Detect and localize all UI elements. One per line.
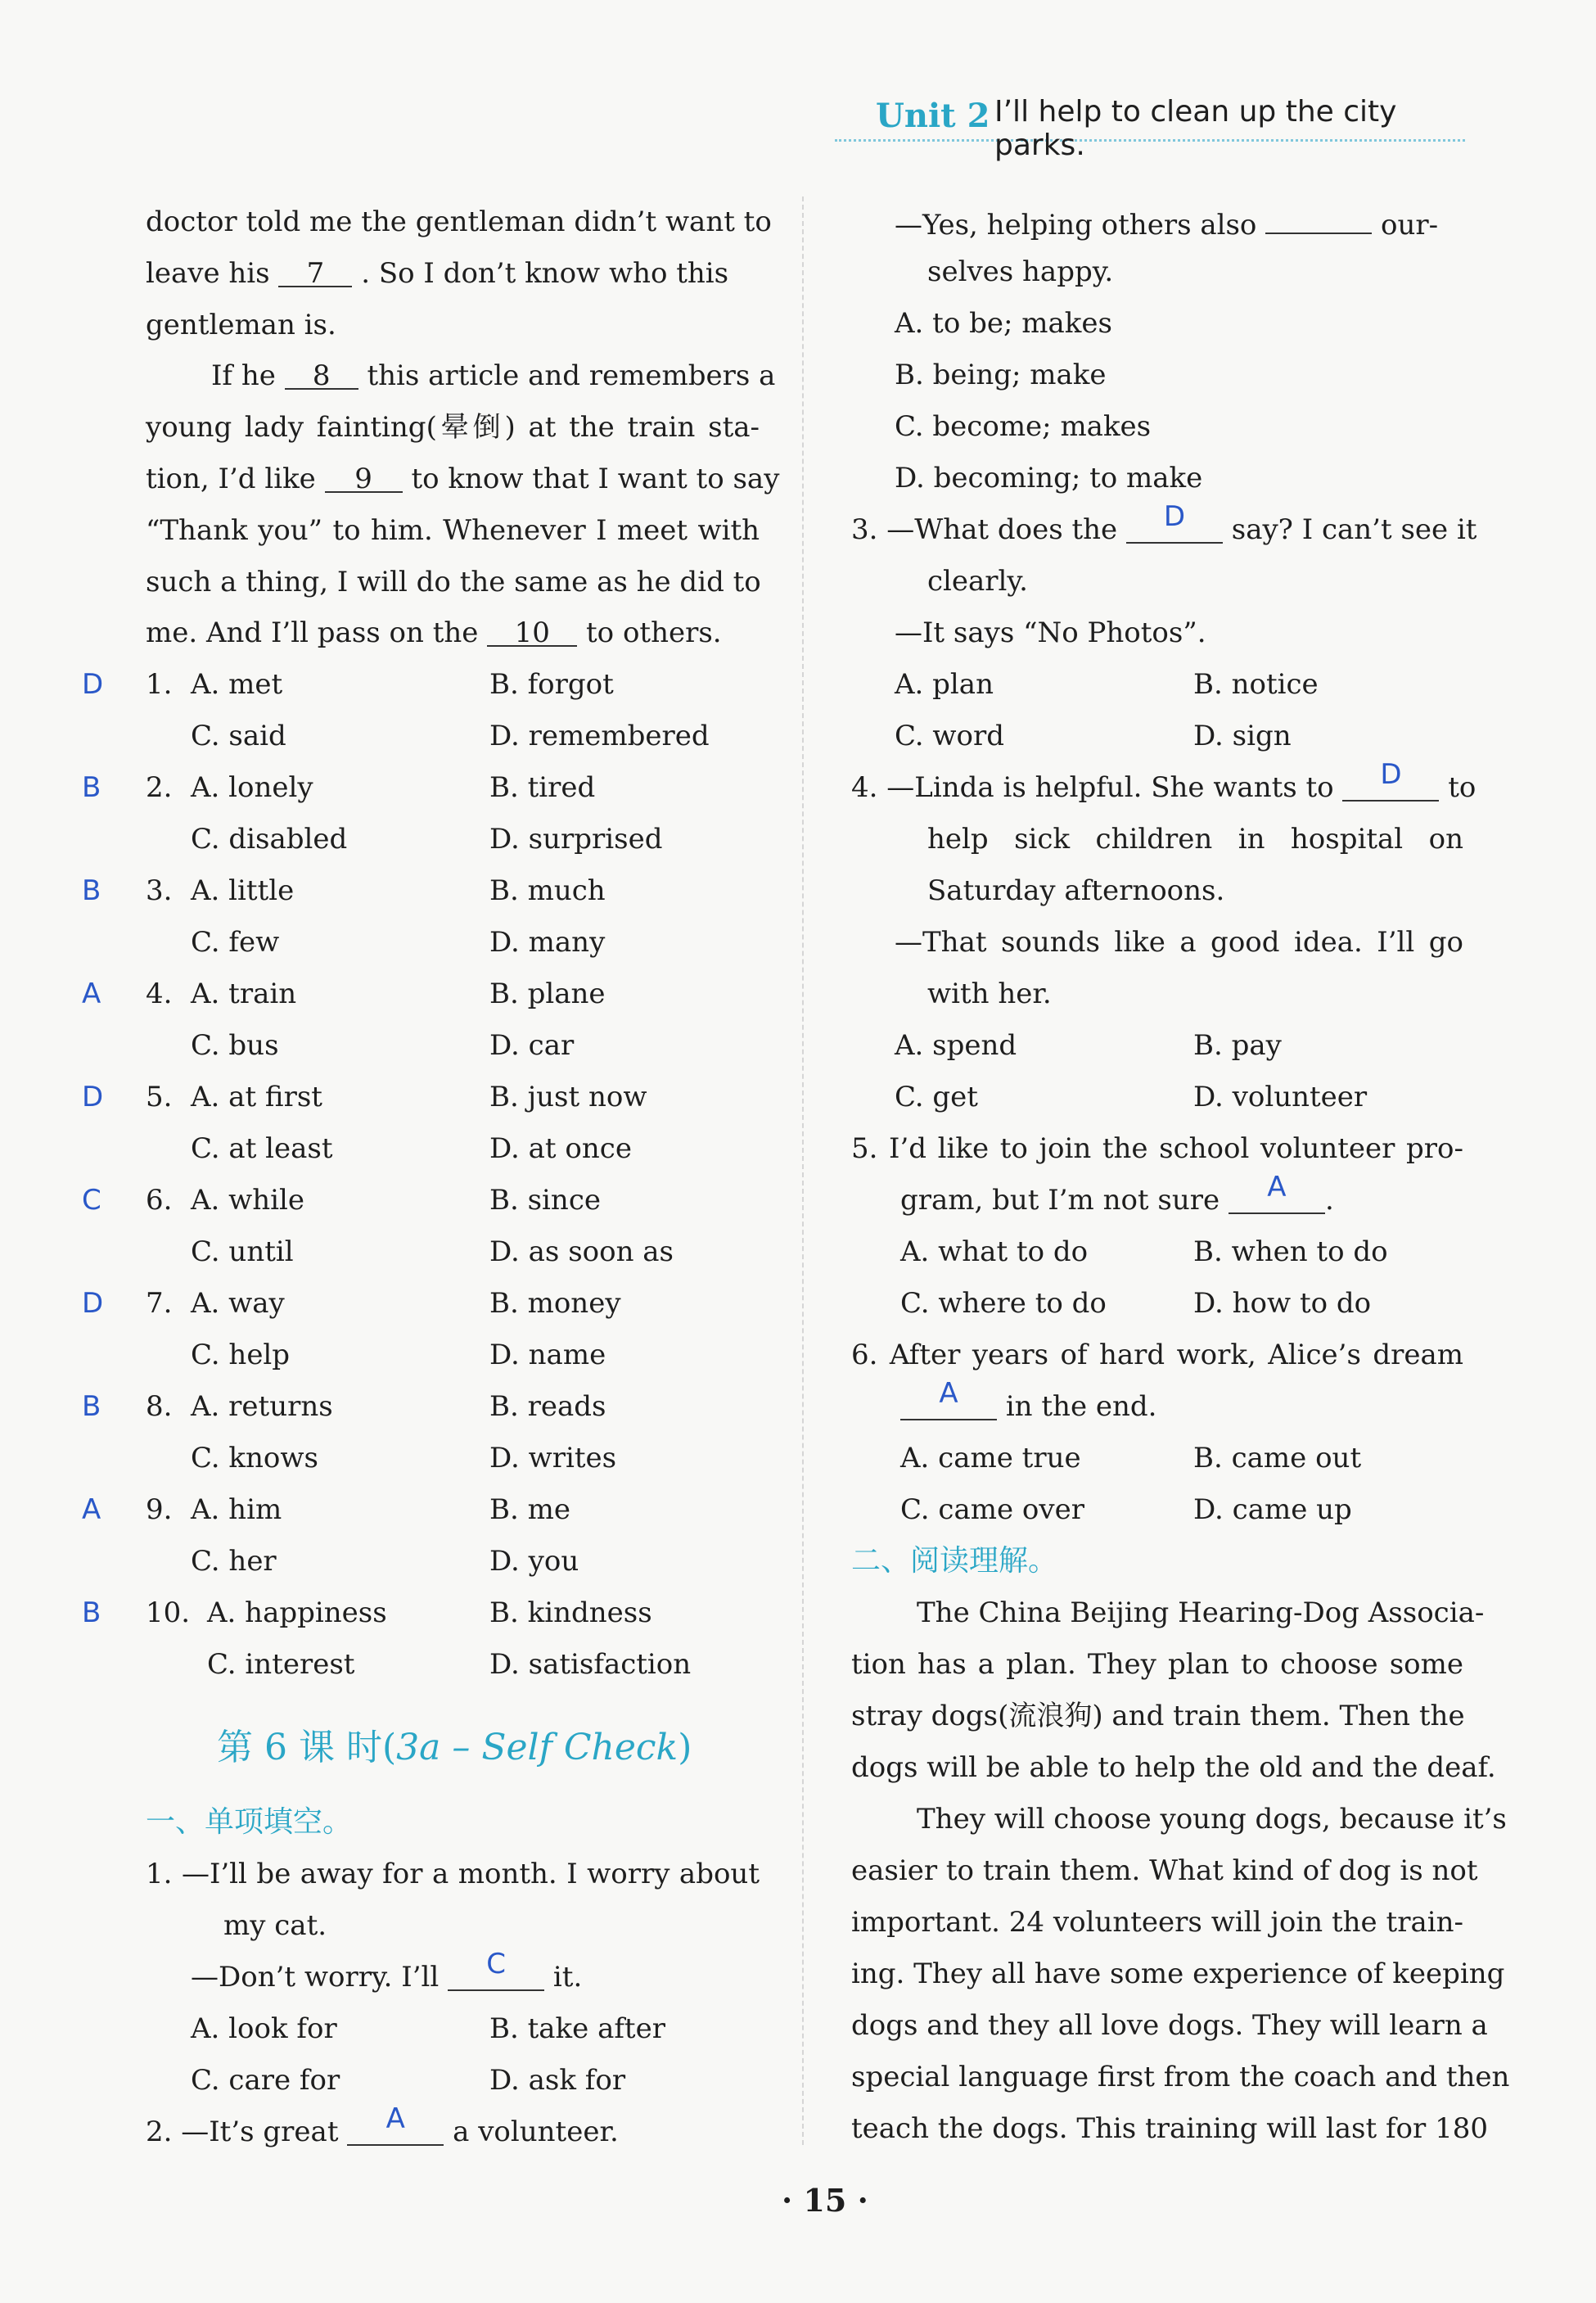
q6-text: in the end. <box>1005 1390 1157 1423</box>
q3-line <box>851 500 1477 547</box>
cloze-question-number: 10. <box>146 1596 191 1629</box>
cloze-option-c[interactable]: C. disabled <box>191 823 348 856</box>
q4-option-a[interactable]: A. spend <box>895 1029 1017 1062</box>
blank-9 <box>325 462 403 493</box>
q3-text: 3. —What does the <box>851 513 1118 546</box>
q2-text: —Yes, helping others also <box>895 209 1257 242</box>
column-divider <box>802 196 804 2145</box>
q2-line <box>895 203 1438 242</box>
q2-text: a volunteer. <box>453 2116 619 2148</box>
page-number: · 15 · <box>782 2182 868 2219</box>
cloze-option-b[interactable]: B. just now <box>489 1081 647 1113</box>
q4-blank[interactable] <box>1342 758 1439 802</box>
cloze-option-d[interactable]: D. name <box>489 1339 606 1371</box>
q3-blank[interactable] <box>1126 500 1223 544</box>
cloze-answer: C <box>82 1184 101 1217</box>
passage-line: “Thank you” to him. Whenever I meet with <box>146 514 760 547</box>
passage-text: leave his <box>146 257 270 290</box>
q1-blank[interactable] <box>448 1948 544 1991</box>
q2-answer: A <box>385 2102 405 2135</box>
cloze-option-d[interactable]: D. as soon as <box>489 1235 674 1268</box>
passage-text: . So I don’t know who this <box>361 257 729 290</box>
passage-text: to others. <box>586 616 722 649</box>
q6-answer: A <box>939 1377 958 1410</box>
reading-line: important. 24 volunteers will join the train- <box>851 1906 1463 1939</box>
cloze-answer: B <box>82 1596 101 1629</box>
cloze-option-c[interactable]: C. said <box>191 720 286 752</box>
reading-line: special language first from the coach and then <box>851 2061 1510 2093</box>
lesson-suffix: ) <box>678 1727 692 1768</box>
cloze-option-d[interactable]: D. satisfaction <box>489 1648 692 1681</box>
cloze-option-c[interactable]: C. until <box>191 1235 294 1268</box>
q5-line: 5. I’d like to join the school volunteer pro- <box>851 1132 1463 1165</box>
cloze-option-a[interactable]: A. lonely <box>191 771 313 804</box>
cloze-option-b[interactable]: B. much <box>489 874 606 907</box>
page-header <box>835 82 1465 162</box>
cloze-option-a[interactable]: A. little <box>191 874 295 907</box>
q3-option-a[interactable]: A. plan <box>895 668 994 701</box>
cloze-option-a[interactable]: A. at first <box>191 1081 322 1113</box>
cloze-answer: B <box>82 1390 101 1423</box>
passage-text: this article and remembers a <box>367 359 776 392</box>
cloze-question-number: 8. <box>146 1390 173 1423</box>
q1-option-c[interactable]: C. care for <box>191 2064 340 2097</box>
cloze-option-a[interactable]: A. returns <box>191 1390 333 1423</box>
blank-number: 10 <box>514 616 550 649</box>
reading-line: They will choose young dogs, because it’s <box>917 1803 1507 1836</box>
q4-line: help sick children in hospital on <box>927 823 1463 856</box>
passage-text: tion, I’d like <box>146 463 316 495</box>
q5-option-b[interactable]: B. when to do <box>1193 1235 1388 1268</box>
q2-text: our- <box>1381 209 1439 242</box>
cloze-option-a[interactable]: A. while <box>191 1184 305 1217</box>
cloze-option-d[interactable]: D. you <box>489 1545 579 1578</box>
cloze-option-b[interactable]: B. money <box>489 1287 621 1320</box>
q2-option-c[interactable]: C. become; makes <box>895 410 1152 443</box>
reading-line: tion has a plan. They plan to choose some <box>851 1648 1463 1681</box>
q1-option-b[interactable]: B. take after <box>489 2012 665 2045</box>
q4-text: 4. —Linda is helpful. She wants to <box>851 771 1334 804</box>
q6-blank[interactable] <box>900 1377 997 1420</box>
passage-text: to know that I want to say <box>411 463 780 495</box>
passage-line: doctor told me the gentleman didn’t want to <box>146 205 772 238</box>
cloze-answer: B <box>82 874 101 907</box>
cloze-question-number: 7. <box>146 1287 173 1320</box>
passage-line <box>146 462 779 496</box>
reading-line: The China Beijing Hearing-Dog Associa- <box>917 1596 1485 1629</box>
cloze-question-number: 3. <box>146 874 173 907</box>
passage-line: gentleman is. <box>146 309 336 341</box>
cloze-option-a[interactable]: A. met <box>191 668 283 701</box>
reading-line: dogs and they all love dogs. They will learn a <box>851 2009 1488 2042</box>
q3-answer: D <box>1163 500 1186 533</box>
q3-text: say? I can’t see it <box>1231 513 1477 546</box>
q4-text: to <box>1448 771 1477 804</box>
cloze-answer: D <box>82 1081 104 1113</box>
passage-line: such a thing, I will do the same as he did to <box>146 566 761 598</box>
cloze-option-c[interactable]: C. interest <box>207 1648 355 1681</box>
section-title-single-choice: 一、单项填空。 <box>146 1805 353 1839</box>
cloze-option-c[interactable]: C. few <box>191 926 280 959</box>
cloze-option-a[interactable]: A. way <box>191 1287 285 1320</box>
q6-option-a[interactable]: A. came true <box>900 1442 1081 1474</box>
q2-blank-2[interactable] <box>1265 203 1372 234</box>
q3-line: —It says “No Photos”. <box>895 616 1206 649</box>
q4-line: Saturday afternoons. <box>927 874 1225 907</box>
cloze-option-d[interactable]: D. remembered <box>489 720 710 752</box>
q1-text: —Don’t worry. I’ll <box>191 1961 440 1994</box>
cloze-answer: B <box>82 771 101 804</box>
q4-option-b[interactable]: B. pay <box>1193 1029 1282 1062</box>
q6-option-d[interactable]: D. came up <box>1193 1493 1352 1526</box>
cloze-question-number: 9. <box>146 1493 173 1526</box>
q4-option-d[interactable]: D. volunteer <box>1193 1081 1368 1113</box>
reading-line: teach the dogs. This training will last for 180 <box>851 2112 1488 2145</box>
passage-line <box>211 359 775 393</box>
blank-number: 9 <box>354 463 372 495</box>
cloze-option-d[interactable]: D. at once <box>489 1132 632 1165</box>
unit-label: Unit 2 <box>876 97 990 135</box>
cloze-option-b[interactable]: B. me <box>489 1493 570 1526</box>
section-title-reading: 二、阅读理解。 <box>851 1544 1058 1578</box>
cloze-question-number: 6. <box>146 1184 173 1217</box>
reading-line: dogs will be able to help the old and the deaf. <box>851 1751 1496 1784</box>
q6-option-c[interactable]: C. came over <box>900 1493 1084 1526</box>
q4-answer: D <box>1380 758 1402 791</box>
lesson-range: 3a – Self Check <box>396 1727 679 1768</box>
cloze-option-b[interactable]: B. since <box>489 1184 601 1217</box>
q6-line <box>900 1377 1157 1424</box>
q5-option-d[interactable]: D. how to do <box>1193 1287 1372 1320</box>
passage-text: If he <box>211 359 276 392</box>
cloze-option-d[interactable]: D. car <box>489 1029 575 1062</box>
q3-line: clearly. <box>927 565 1028 598</box>
cloze-option-b[interactable]: B. forgot <box>489 668 614 701</box>
cloze-option-c[interactable]: C. her <box>191 1545 277 1578</box>
cloze-option-b[interactable]: B. reads <box>489 1390 606 1423</box>
q5-answer: A <box>1267 1171 1287 1203</box>
q2-option-a[interactable]: A. to be; makes <box>895 307 1112 340</box>
q5-text: . <box>1324 1184 1334 1217</box>
cloze-option-c[interactable]: C. help <box>191 1339 291 1371</box>
q1-line <box>191 1948 583 1994</box>
q1-line: 1. —I’ll be away for a month. I worry about <box>146 1858 760 1890</box>
cloze-question-number: 5. <box>146 1081 173 1113</box>
cloze-answer: D <box>82 668 104 701</box>
cloze-option-b[interactable]: B. tired <box>489 771 596 804</box>
q6-option-b[interactable]: B. came out <box>1193 1442 1362 1474</box>
q5-blank[interactable] <box>1229 1171 1325 1214</box>
blank-7 <box>278 256 352 290</box>
q3-option-d[interactable]: D. sign <box>1193 720 1292 752</box>
blank-10 <box>487 616 577 647</box>
cloze-option-b[interactable]: B. plane <box>489 978 606 1010</box>
passage-line <box>146 256 728 291</box>
q1-option-d[interactable]: D. ask for <box>489 2064 626 2097</box>
cloze-option-d[interactable]: D. many <box>489 926 606 959</box>
q2-blank-1[interactable] <box>347 2102 444 2146</box>
cloze-option-b[interactable]: B. kindness <box>489 1596 652 1629</box>
passage-line <box>146 616 722 650</box>
q4-line: with her. <box>927 978 1052 1010</box>
passage-line: young lady fainting(晕倒) at the train sta- <box>146 411 760 444</box>
q6-line: 6. After years of hard work, Alice’s dream <box>851 1339 1463 1371</box>
blank-8 <box>285 359 358 390</box>
unit-title: I’ll help to clean up the city parks. <box>994 95 1397 162</box>
cloze-option-d[interactable]: D. surprised <box>489 823 663 856</box>
reading-line: ing. They all have some experience of keeping <box>851 1958 1505 1990</box>
cloze-question-number: 1. <box>146 668 173 701</box>
cloze-option-a[interactable]: A. happiness <box>207 1596 387 1629</box>
q5-line <box>900 1171 1334 1217</box>
q3-option-b[interactable]: B. notice <box>1193 668 1319 701</box>
q2-text: 2. —It’s great <box>146 2116 339 2148</box>
q4-line: —That sounds like a good idea. I’ll go <box>895 926 1463 959</box>
reading-line: stray dogs(流浪狗) and train them. Then the <box>851 1700 1465 1732</box>
q1-answer: C <box>486 1948 506 1980</box>
q2-line: selves happy. <box>927 255 1114 288</box>
q2-line <box>146 2102 619 2149</box>
cloze-option-a[interactable]: A. train <box>191 978 297 1010</box>
cloze-option-a[interactable]: A. him <box>191 1493 282 1526</box>
lesson-prefix: 第 6 课 时( <box>217 1727 397 1768</box>
q2-option-d[interactable]: D. becoming; to make <box>895 462 1203 494</box>
blank-number: 7 <box>306 257 325 290</box>
cloze-question-number: 4. <box>146 978 173 1010</box>
q1-text: it. <box>552 1961 583 1994</box>
reading-line: easier to train them. What kind of dog is not <box>851 1854 1478 1887</box>
passage-text: me. And I’ll pass on the <box>146 616 479 649</box>
lesson-title <box>217 1718 692 1770</box>
q4-line <box>851 758 1477 805</box>
q3-option-c[interactable]: C. word <box>895 720 1005 752</box>
cloze-answer: D <box>82 1287 104 1320</box>
q5-text: gram, but I’m not sure <box>900 1184 1220 1217</box>
cloze-question-number: 2. <box>146 771 173 804</box>
cloze-answer: A <box>82 1493 101 1526</box>
q2-option-b[interactable]: B. being; make <box>895 359 1107 391</box>
q1-option-a[interactable]: A. look for <box>191 2012 337 2045</box>
q4-option-c[interactable]: C. get <box>895 1081 978 1113</box>
cloze-option-c[interactable]: C. at least <box>191 1132 333 1165</box>
q5-option-a[interactable]: A. what to do <box>900 1235 1089 1268</box>
q5-option-c[interactable]: C. where to do <box>900 1287 1107 1320</box>
cloze-option-d[interactable]: D. writes <box>489 1442 617 1474</box>
cloze-answer: A <box>82 978 101 1010</box>
blank-number: 8 <box>312 359 331 392</box>
q1-line: my cat. <box>223 1909 327 1942</box>
cloze-option-c[interactable]: C. bus <box>191 1029 279 1062</box>
cloze-option-c[interactable]: C. knows <box>191 1442 318 1474</box>
